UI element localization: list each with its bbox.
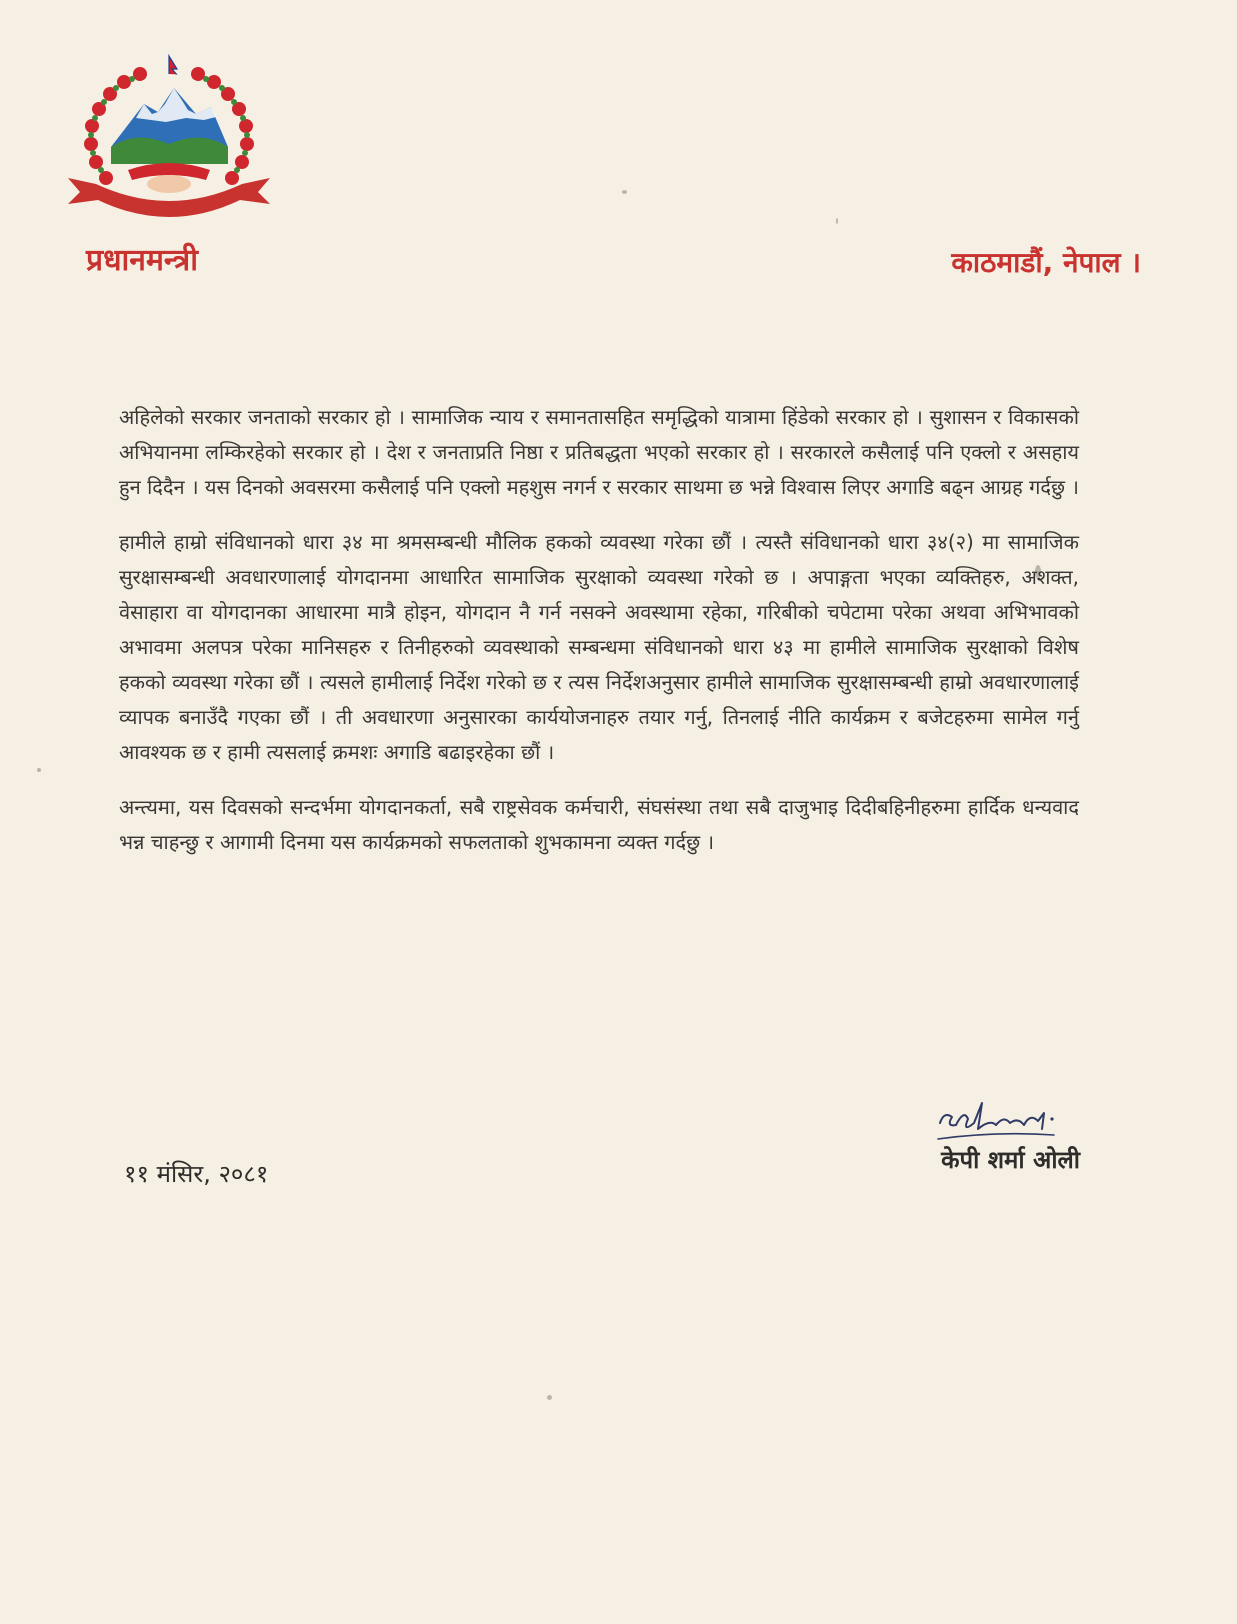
body-paragraph: अहिलेको सरकार जनताको सरकार हो । सामाजिक न्याय र समानतासहित समृद्धिको यात्रामा हिंडेको सरकार हो । सुशासन र विकासको अभियानमा लम्किरहेको सरकार हो । देश र जनताप्रति निष्ठा र प्रतिबद्धता भएको सरकार हो । सरकारले कसैलाई पनि एक्लो र असहाय हुन दिदैन । यस दिनको अवसरमा कसैलाई पनि एक्लो महशुस नगर्न र सरकार साथमा छ भन्ने विश्वास लिएर अगाडि बढ्न आग्रह गर्दछु । — [119, 405, 1079, 499]
handwritten-signature — [934, 1089, 1074, 1147]
letter-date: ११ मंसिर, २०८१ — [124, 1160, 269, 1188]
paper-speck — [622, 190, 627, 194]
body-paragraph: अन्त्यमा, यस दिवसको सन्दर्भमा योगदानकर्ता, सबै राष्ट्रसेवक कर्मचारी, संघसंस्था तथा सबै दाजुभाइ दिदीबहिनीहरुमा हार्दिक धन्यवाद भन्न चाहन्छु र आगामी दिनमा यस कार्यक्रमको सफलताको शुभकामना व्यक्त गर्दछु । — [119, 795, 1079, 854]
signatory-name: केपी शर्मा ओली — [941, 1146, 1080, 1174]
paper-speck — [547, 1395, 552, 1400]
place-label: काठमाडौं, नेपाल । — [951, 246, 1141, 279]
nepal-emblem-icon — [66, 52, 272, 242]
office-title: प्रधानमन्त्री — [86, 243, 198, 278]
body-paragraph: हामीले हाम्रो संविधानको धारा ३४ मा श्रमसम्बन्धी मौलिक हकको व्यवस्था गरेका छौं । त्यस्तै संविधानको धारा ३४(२) मा सामाजिक सुरक्षासम्बन्धी अवधारणालाई योगदानमा आधारित सामाजिक सुरक्षाको व्यवस्था गरेको छ । अपाङ्गता भएका व्यक्तिहरु, अशक्त, वेसाहारा वा योगदानका आधारमा मात्रै होइन, योगदान नै गर्न नसक्ने अवस्थामा रहेका, गरिबीको चपेटामा परेका अथवा अभिभावको अभावमा अलपत्र परेका मानिसहरु र तिनीहरुको व्यवस्थाको सम्बन्धमा संविधानको धारा ४३ मा हामीले सामाजिक सुरक्षाको विशेष हकको व्यवस्था गरेका छौं । त्यसले हामीलाई निर्देश गरेको छ र त्यस निर्देशअनुसार हामीले सामाजिक सुरक्षासम्बन्धी हाम्रो अवधारणालाई व्यापक बनाउँदै गएका छौं । ती अवधारणा अनुसारका कार्ययोजनाहरु तयार गर्नु, तिनलाई नीति कार्यक्रम र बजेटहरुमा सामेल गर्नु आवश्यक छ र हामी त्यसलाई क्रमशः अगाडि बढाइरहेका छौं । — [119, 530, 1079, 764]
paper-speck — [37, 768, 41, 772]
letter-body — [119, 400, 1079, 880]
paper-speck — [836, 218, 838, 224]
